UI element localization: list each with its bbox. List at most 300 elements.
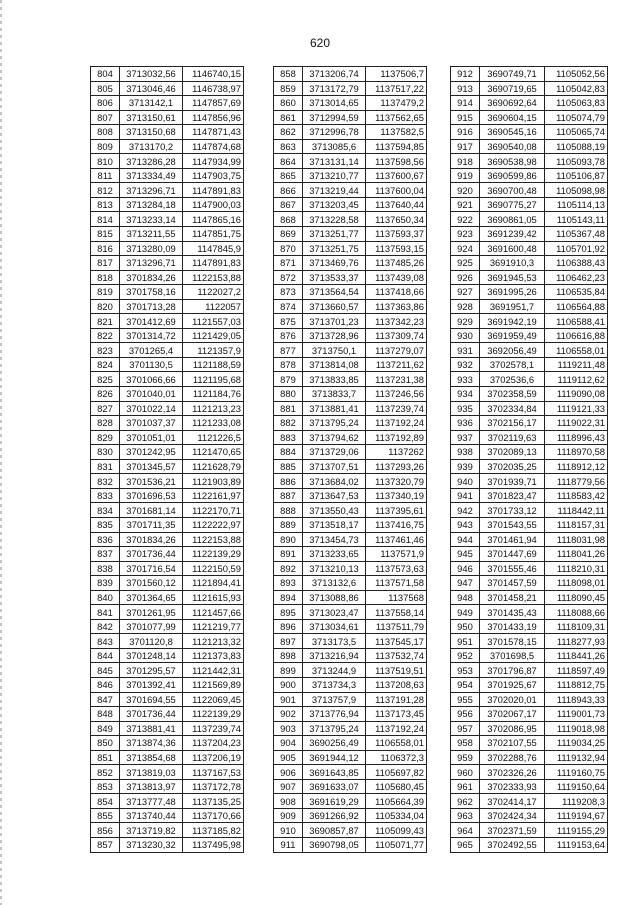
x-coordinate: 3713014,65 bbox=[303, 96, 366, 111]
y-coordinate: 1118090,45 bbox=[545, 590, 608, 605]
y-coordinate: 1105143,11 bbox=[545, 212, 608, 227]
y-coordinate: 1137558,14 bbox=[366, 605, 427, 620]
x-coordinate: 3713819,03 bbox=[120, 765, 183, 780]
y-coordinate: 1121373,83 bbox=[183, 648, 244, 663]
x-coordinate: 3701758,16 bbox=[120, 285, 183, 300]
x-coordinate: 3701458,21 bbox=[480, 590, 545, 605]
table-row bbox=[451, 765, 608, 780]
point-number: 854 bbox=[91, 794, 120, 809]
y-coordinate: 1121195,68 bbox=[183, 372, 244, 387]
point-number: 811 bbox=[91, 168, 120, 183]
x-coordinate: 3701716,54 bbox=[120, 561, 183, 576]
table-row bbox=[91, 677, 244, 692]
table-row bbox=[91, 459, 244, 474]
y-coordinate: 1105042,83 bbox=[545, 81, 608, 96]
x-coordinate: 3701412,69 bbox=[120, 314, 183, 329]
point-number: 933 bbox=[451, 372, 480, 387]
point-number: 903 bbox=[274, 721, 303, 736]
point-number: 894 bbox=[274, 590, 303, 605]
y-coordinate: 1137495,98 bbox=[183, 837, 244, 852]
x-coordinate: 3713210,13 bbox=[303, 561, 366, 576]
table-row bbox=[274, 197, 427, 212]
table-row bbox=[451, 808, 608, 823]
table-row bbox=[91, 721, 244, 736]
y-coordinate: 1137239,74 bbox=[183, 721, 244, 736]
x-coordinate: 3691995,26 bbox=[480, 285, 545, 300]
x-coordinate: 3690798,05 bbox=[303, 837, 366, 852]
table-row bbox=[274, 256, 427, 271]
y-coordinate: 1147871,43 bbox=[183, 125, 244, 140]
y-coordinate: 1122170,71 bbox=[183, 503, 244, 518]
y-coordinate: 1137517,22 bbox=[366, 81, 427, 96]
x-coordinate: 3701578,15 bbox=[480, 634, 545, 649]
x-coordinate: 3701248,14 bbox=[120, 648, 183, 663]
x-coordinate: 3713170,2 bbox=[120, 139, 183, 154]
point-number: 821 bbox=[91, 314, 120, 329]
point-number: 919 bbox=[451, 168, 480, 183]
table-row bbox=[274, 357, 427, 372]
y-coordinate: 1137395,61 bbox=[366, 503, 427, 518]
table-row bbox=[91, 779, 244, 794]
point-number: 965 bbox=[451, 837, 480, 852]
x-coordinate: 3701694,55 bbox=[120, 692, 183, 707]
table-row bbox=[91, 503, 244, 518]
y-coordinate: 1137246,56 bbox=[366, 387, 427, 402]
point-number: 864 bbox=[274, 154, 303, 169]
x-coordinate: 3713795,24 bbox=[303, 721, 366, 736]
table-row bbox=[274, 314, 427, 329]
table-row bbox=[451, 183, 608, 198]
point-number: 938 bbox=[451, 445, 480, 460]
table-row bbox=[451, 67, 608, 82]
table-row bbox=[451, 794, 608, 809]
table-row bbox=[274, 212, 427, 227]
y-coordinate: 1121233,08 bbox=[183, 416, 244, 431]
table-row bbox=[91, 125, 244, 140]
point-number: 857 bbox=[91, 837, 120, 852]
point-number: 809 bbox=[91, 139, 120, 154]
point-number: 957 bbox=[451, 721, 480, 736]
table-row bbox=[91, 488, 244, 503]
y-coordinate: 1137135,25 bbox=[183, 794, 244, 809]
table-row bbox=[91, 67, 244, 82]
table-row bbox=[451, 212, 608, 227]
y-coordinate: 1118943,33 bbox=[545, 692, 608, 707]
x-coordinate: 3701543,55 bbox=[480, 517, 545, 532]
point-number: 862 bbox=[274, 125, 303, 140]
point-number: 914 bbox=[451, 96, 480, 111]
x-coordinate: 3702156,17 bbox=[480, 416, 545, 431]
point-number: 918 bbox=[451, 154, 480, 169]
y-coordinate: 1119155,29 bbox=[545, 823, 608, 838]
y-coordinate: 1119121,33 bbox=[545, 401, 608, 416]
point-number: 824 bbox=[91, 357, 120, 372]
y-coordinate: 1122057 bbox=[183, 299, 244, 314]
table-row bbox=[451, 299, 608, 314]
x-coordinate: 3702107,55 bbox=[480, 736, 545, 751]
x-coordinate: 3713023,47 bbox=[303, 605, 366, 620]
table-row bbox=[91, 241, 244, 256]
table-row bbox=[274, 663, 427, 678]
table-row bbox=[451, 547, 608, 562]
table-row bbox=[451, 779, 608, 794]
x-coordinate: 3701736,44 bbox=[120, 547, 183, 562]
y-coordinate: 1106535,84 bbox=[545, 285, 608, 300]
y-coordinate: 1147857,69 bbox=[183, 96, 244, 111]
point-number: 863 bbox=[274, 139, 303, 154]
y-coordinate: 1106588,41 bbox=[545, 314, 608, 329]
x-coordinate: 3702333,93 bbox=[480, 779, 545, 794]
y-coordinate: 1137320,79 bbox=[366, 474, 427, 489]
table-row bbox=[91, 736, 244, 751]
table-row bbox=[274, 139, 427, 154]
y-coordinate: 1121457,66 bbox=[183, 605, 244, 620]
table-row bbox=[91, 81, 244, 96]
y-coordinate: 1122139,29 bbox=[183, 707, 244, 722]
x-coordinate: 3713210,77 bbox=[303, 168, 366, 183]
table-row bbox=[451, 605, 608, 620]
point-number: 828 bbox=[91, 416, 120, 431]
point-number: 906 bbox=[274, 765, 303, 780]
x-coordinate: 3713814,08 bbox=[303, 357, 366, 372]
scan-edge bbox=[0, 0, 2, 905]
table-row bbox=[451, 197, 608, 212]
y-coordinate: 1137192,24 bbox=[366, 721, 427, 736]
x-coordinate: 3713564,54 bbox=[303, 285, 366, 300]
x-coordinate: 3702035,25 bbox=[480, 459, 545, 474]
point-number: 891 bbox=[274, 547, 303, 562]
point-number: 889 bbox=[274, 517, 303, 532]
x-coordinate: 3702326,26 bbox=[480, 765, 545, 780]
y-coordinate: 1105697,82 bbox=[366, 765, 427, 780]
point-number: 805 bbox=[91, 81, 120, 96]
point-number: 872 bbox=[274, 270, 303, 285]
y-coordinate: 1121628,79 bbox=[183, 459, 244, 474]
y-coordinate: 1137262 bbox=[366, 445, 427, 460]
y-coordinate: 1137600,04 bbox=[366, 183, 427, 198]
point-number: 845 bbox=[91, 663, 120, 678]
table-row bbox=[451, 387, 608, 402]
y-coordinate: 1119160,75 bbox=[545, 765, 608, 780]
y-coordinate: 1105334,04 bbox=[366, 808, 427, 823]
x-coordinate: 3713219,44 bbox=[303, 183, 366, 198]
x-coordinate: 3691600,48 bbox=[480, 241, 545, 256]
y-coordinate: 1119153,64 bbox=[545, 837, 608, 852]
table-row bbox=[274, 677, 427, 692]
table-row bbox=[451, 328, 608, 343]
point-number: 956 bbox=[451, 707, 480, 722]
table-row bbox=[274, 372, 427, 387]
x-coordinate: 3701536,21 bbox=[120, 474, 183, 489]
x-coordinate: 3713142,1 bbox=[120, 96, 183, 111]
x-coordinate: 3713833,7 bbox=[303, 387, 366, 402]
point-number: 936 bbox=[451, 416, 480, 431]
y-coordinate: 1137239,74 bbox=[366, 401, 427, 416]
x-coordinate: 3713533,37 bbox=[303, 270, 366, 285]
y-coordinate: 1137206,19 bbox=[183, 750, 244, 765]
x-coordinate: 3702424,34 bbox=[480, 808, 545, 823]
x-coordinate: 3691619,29 bbox=[303, 794, 366, 809]
y-coordinate: 1118441,26 bbox=[545, 648, 608, 663]
x-coordinate: 3690599,86 bbox=[480, 168, 545, 183]
table-row bbox=[451, 561, 608, 576]
table-row bbox=[451, 357, 608, 372]
x-coordinate: 3713707,51 bbox=[303, 459, 366, 474]
table-row bbox=[274, 692, 427, 707]
y-coordinate: 1105065,74 bbox=[545, 125, 608, 140]
table-row bbox=[451, 125, 608, 140]
x-coordinate: 3701555,46 bbox=[480, 561, 545, 576]
x-coordinate: 3713230,32 bbox=[120, 837, 183, 852]
x-coordinate: 3713131,14 bbox=[303, 154, 366, 169]
table-row bbox=[91, 619, 244, 634]
point-number: 823 bbox=[91, 343, 120, 358]
point-number: 960 bbox=[451, 765, 480, 780]
x-coordinate: 3713233,14 bbox=[120, 212, 183, 227]
point-number: 953 bbox=[451, 663, 480, 678]
x-coordinate: 3702020,01 bbox=[480, 692, 545, 707]
table-row bbox=[274, 270, 427, 285]
table-row bbox=[274, 707, 427, 722]
table-row bbox=[91, 750, 244, 765]
y-coordinate: 1122069,45 bbox=[183, 692, 244, 707]
x-coordinate: 3701696,53 bbox=[120, 488, 183, 503]
x-coordinate: 3713813,97 bbox=[120, 779, 183, 794]
y-coordinate: 1118996,43 bbox=[545, 430, 608, 445]
point-number: 855 bbox=[91, 808, 120, 823]
point-number: 830 bbox=[91, 445, 120, 460]
table-row bbox=[451, 430, 608, 445]
point-number: 900 bbox=[274, 677, 303, 692]
table-row bbox=[451, 503, 608, 518]
table-row bbox=[91, 474, 244, 489]
table-row bbox=[91, 445, 244, 460]
y-coordinate: 1118031,98 bbox=[545, 532, 608, 547]
table-row bbox=[91, 765, 244, 780]
point-number: 934 bbox=[451, 387, 480, 402]
table-row bbox=[91, 401, 244, 416]
x-coordinate: 3713757,9 bbox=[303, 692, 366, 707]
point-number: 808 bbox=[91, 125, 120, 140]
x-coordinate: 3713881,41 bbox=[303, 401, 366, 416]
point-number: 812 bbox=[91, 183, 120, 198]
point-number: 943 bbox=[451, 517, 480, 532]
x-coordinate: 3713701,23 bbox=[303, 314, 366, 329]
x-coordinate: 3713719,82 bbox=[120, 823, 183, 838]
point-number: 818 bbox=[91, 270, 120, 285]
point-number: 827 bbox=[91, 401, 120, 416]
table-row bbox=[91, 270, 244, 285]
table-row bbox=[274, 474, 427, 489]
y-coordinate: 1121903,89 bbox=[183, 474, 244, 489]
table-row bbox=[91, 590, 244, 605]
table-row bbox=[451, 517, 608, 532]
table-row bbox=[274, 96, 427, 111]
table-row bbox=[451, 663, 608, 678]
table-row bbox=[274, 634, 427, 649]
table-row bbox=[451, 750, 608, 765]
y-coordinate: 1105071,77 bbox=[366, 837, 427, 852]
y-coordinate: 1105664,39 bbox=[366, 794, 427, 809]
y-coordinate: 1121226,5 bbox=[183, 430, 244, 445]
y-coordinate: 1122150,59 bbox=[183, 561, 244, 576]
table-row bbox=[274, 154, 427, 169]
table-row bbox=[274, 794, 427, 809]
point-number: 921 bbox=[451, 197, 480, 212]
table-row bbox=[274, 387, 427, 402]
point-number: 820 bbox=[91, 299, 120, 314]
y-coordinate: 1105114,13 bbox=[545, 197, 608, 212]
y-coordinate: 1137231,38 bbox=[366, 372, 427, 387]
point-number: 949 bbox=[451, 605, 480, 620]
table-row bbox=[451, 634, 608, 649]
x-coordinate: 3690604,15 bbox=[480, 110, 545, 125]
point-number: 822 bbox=[91, 328, 120, 343]
x-coordinate: 3713088,86 bbox=[303, 590, 366, 605]
table-row bbox=[274, 808, 427, 823]
point-number: 850 bbox=[91, 736, 120, 751]
x-coordinate: 3701364,65 bbox=[120, 590, 183, 605]
x-coordinate: 3701823,47 bbox=[480, 488, 545, 503]
table-row bbox=[274, 576, 427, 591]
table-row bbox=[91, 605, 244, 620]
x-coordinate: 3713750,1 bbox=[303, 343, 366, 358]
point-number: 877 bbox=[274, 343, 303, 358]
point-number: 865 bbox=[274, 168, 303, 183]
point-number: 856 bbox=[91, 823, 120, 838]
y-coordinate: 1105093,78 bbox=[545, 154, 608, 169]
x-coordinate: 3713251,75 bbox=[303, 241, 366, 256]
x-coordinate: 3691633,07 bbox=[303, 779, 366, 794]
y-coordinate: 1121569,89 bbox=[183, 677, 244, 692]
table-row bbox=[451, 416, 608, 431]
point-number: 959 bbox=[451, 750, 480, 765]
x-coordinate: 3701796,87 bbox=[480, 663, 545, 678]
point-number: 920 bbox=[451, 183, 480, 198]
table-row bbox=[451, 445, 608, 460]
table-row bbox=[91, 808, 244, 823]
point-number: 893 bbox=[274, 576, 303, 591]
table-row bbox=[91, 416, 244, 431]
y-coordinate: 1121615,93 bbox=[183, 590, 244, 605]
point-number: 928 bbox=[451, 299, 480, 314]
x-coordinate: 3702089,13 bbox=[480, 445, 545, 460]
point-number: 879 bbox=[274, 372, 303, 387]
x-coordinate: 3690749,71 bbox=[480, 67, 545, 82]
x-coordinate: 3701051,01 bbox=[120, 430, 183, 445]
x-coordinate: 3691239,42 bbox=[480, 227, 545, 242]
table-row bbox=[274, 750, 427, 765]
x-coordinate: 3701037,37 bbox=[120, 416, 183, 431]
y-coordinate: 1119112,62 bbox=[545, 372, 608, 387]
table-row bbox=[451, 139, 608, 154]
table-row bbox=[274, 605, 427, 620]
y-coordinate: 1106564,88 bbox=[545, 299, 608, 314]
y-coordinate: 1137192,89 bbox=[366, 430, 427, 445]
table-row bbox=[91, 547, 244, 562]
point-number: 945 bbox=[451, 547, 480, 562]
x-coordinate: 3713660,57 bbox=[303, 299, 366, 314]
point-number: 835 bbox=[91, 517, 120, 532]
y-coordinate: 1106616,88 bbox=[545, 328, 608, 343]
x-coordinate: 3690857,87 bbox=[303, 823, 366, 838]
page-number: 620 bbox=[309, 36, 331, 50]
y-coordinate: 1137342,23 bbox=[366, 314, 427, 329]
x-coordinate: 3713173,5 bbox=[303, 634, 366, 649]
point-number: 917 bbox=[451, 139, 480, 154]
y-coordinate: 1137571,9 bbox=[366, 547, 427, 562]
table-row bbox=[91, 576, 244, 591]
y-coordinate: 1137593,15 bbox=[366, 241, 427, 256]
point-number: 904 bbox=[274, 736, 303, 751]
table-row bbox=[274, 343, 427, 358]
y-coordinate: 1137211,62 bbox=[366, 357, 427, 372]
point-number: 890 bbox=[274, 532, 303, 547]
x-coordinate: 3690775,27 bbox=[480, 197, 545, 212]
point-number: 858 bbox=[274, 67, 303, 82]
point-number: 939 bbox=[451, 459, 480, 474]
point-number: 927 bbox=[451, 285, 480, 300]
point-number: 829 bbox=[91, 430, 120, 445]
table-row bbox=[274, 299, 427, 314]
x-coordinate: 3713150,68 bbox=[120, 125, 183, 140]
table-row bbox=[451, 677, 608, 692]
x-coordinate: 3690256,49 bbox=[303, 736, 366, 751]
x-coordinate: 3713286,28 bbox=[120, 154, 183, 169]
point-number: 860 bbox=[274, 96, 303, 111]
point-number: 853 bbox=[91, 779, 120, 794]
y-coordinate: 1137600,67 bbox=[366, 168, 427, 183]
point-number: 952 bbox=[451, 648, 480, 663]
table-row bbox=[274, 532, 427, 547]
point-number: 888 bbox=[274, 503, 303, 518]
point-number: 843 bbox=[91, 634, 120, 649]
y-coordinate: 1137519,51 bbox=[366, 663, 427, 678]
table-row bbox=[274, 823, 427, 838]
x-coordinate: 3701698,5 bbox=[480, 648, 545, 663]
y-coordinate: 1137598,56 bbox=[366, 154, 427, 169]
y-coordinate: 1147900,03 bbox=[183, 197, 244, 212]
y-coordinate: 1118088,66 bbox=[545, 605, 608, 620]
y-coordinate: 1122027,2 bbox=[183, 285, 244, 300]
y-coordinate: 1137568 bbox=[366, 590, 427, 605]
table-row bbox=[451, 168, 608, 183]
y-coordinate: 1137416,75 bbox=[366, 517, 427, 532]
point-number: 899 bbox=[274, 663, 303, 678]
y-coordinate: 1119211,48 bbox=[545, 357, 608, 372]
y-coordinate: 1137293,26 bbox=[366, 459, 427, 474]
x-coordinate: 3701130,5 bbox=[120, 357, 183, 372]
y-coordinate: 1105680,45 bbox=[366, 779, 427, 794]
y-coordinate: 1118109,31 bbox=[545, 619, 608, 634]
x-coordinate: 3713734,3 bbox=[303, 677, 366, 692]
point-number: 908 bbox=[274, 794, 303, 809]
table-row bbox=[274, 765, 427, 780]
x-coordinate: 3701435,43 bbox=[480, 605, 545, 620]
x-coordinate: 3713085,6 bbox=[303, 139, 366, 154]
x-coordinate: 3702288,76 bbox=[480, 750, 545, 765]
y-coordinate: 1121442,31 bbox=[183, 663, 244, 678]
point-number: 804 bbox=[91, 67, 120, 82]
table-row bbox=[91, 183, 244, 198]
table-row bbox=[91, 648, 244, 663]
point-number: 849 bbox=[91, 721, 120, 736]
point-number: 834 bbox=[91, 503, 120, 518]
table-row bbox=[274, 547, 427, 562]
point-number: 924 bbox=[451, 241, 480, 256]
x-coordinate: 3713854,68 bbox=[120, 750, 183, 765]
point-number: 925 bbox=[451, 256, 480, 271]
